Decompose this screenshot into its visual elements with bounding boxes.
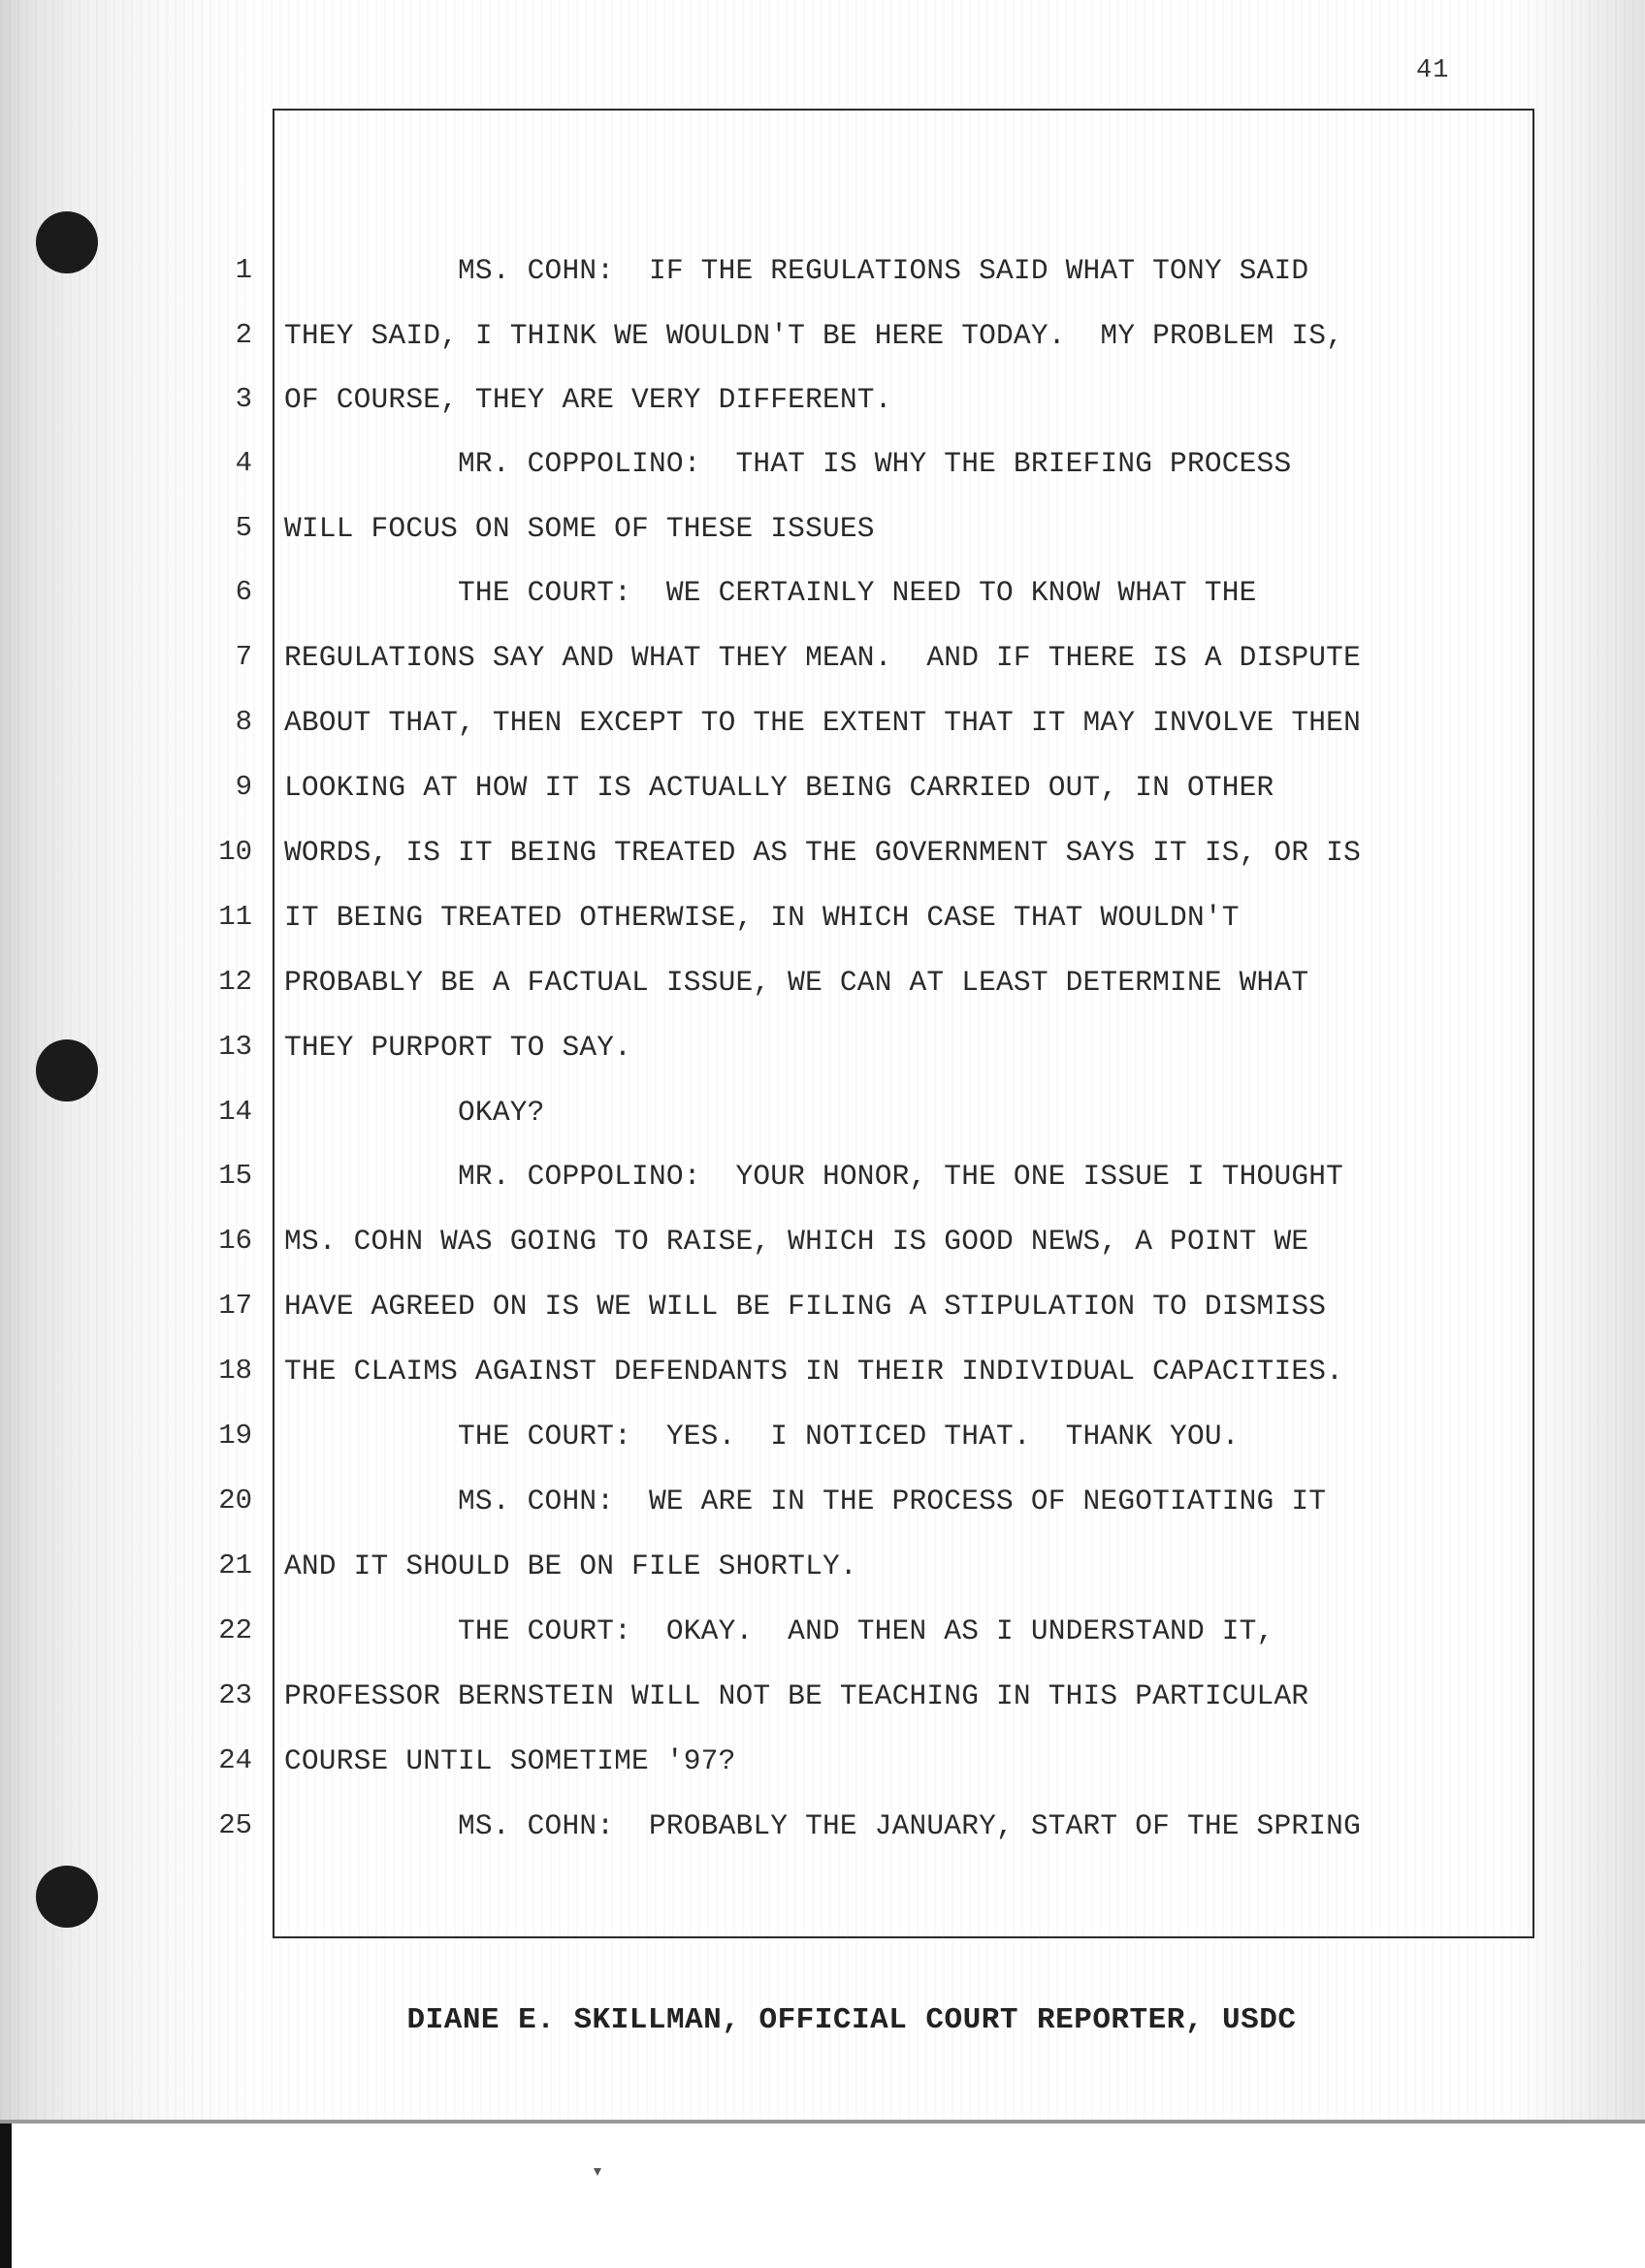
line-number: 12 [218,966,252,998]
transcript-line: THEY SAID, I THINK WE WOULDN'T BE HERE TODAY. MY PROBLEM IS, [284,319,1344,352]
transcript-line: MS. COHN: IF THE REGULATIONS SAID WHAT TONY SAID [284,254,1309,287]
line-number: 5 [235,512,252,544]
punch-hole-top [36,211,98,273]
line-number: 24 [218,1744,252,1776]
line-number: 10 [218,836,252,868]
line-number: 8 [235,706,252,738]
line-number: 4 [235,447,252,479]
line-number: 6 [235,576,252,608]
transcript-line: MR. COPPOLINO: YOUR HONOR, THE ONE ISSUE I THOUGHT [284,1160,1344,1193]
line-number: 9 [235,771,252,803]
transcript-line: THE COURT: YES. I NOTICED THAT. THANK YOU. [284,1420,1240,1453]
transcript-line: AND IT SHOULD BE ON FILE SHORTLY. [284,1549,857,1582]
transcript-line: MR. COPPOLINO: THAT IS WHY THE BRIEFING PROCESS [284,447,1292,480]
transcript-line: HAVE AGREED ON IS WE WILL BE FILING A STIPULATION TO DISMISS [284,1290,1327,1323]
line-number: 17 [218,1290,252,1322]
transcript-line: OF COURSE, THEY ARE VERY DIFFERENT. [284,383,892,416]
transcript-line: COURSE UNTIL SOMETIME '97? [284,1744,736,1777]
line-number: 22 [218,1614,252,1646]
transcript-line: THE CLAIMS AGAINST DEFENDANTS IN THEIR INDIVIDUAL CAPACITIES. [284,1355,1344,1388]
page-number: 41 [1416,56,1450,85]
line-number: 19 [218,1420,252,1452]
transcript-line: ABOUT THAT, THEN EXCEPT TO THE EXTENT THAT IT MAY INVOLVE THEN [284,706,1361,739]
scan-edge-shadow [0,2124,12,2268]
line-number: 2 [235,319,252,351]
transcript-line: OKAY? [284,1096,545,1129]
transcript-line: MS. COHN WAS GOING TO RAISE, WHICH IS GOOD NEWS, A POINT WE [284,1225,1309,1258]
line-number: 20 [218,1485,252,1517]
line-number: 25 [218,1809,252,1841]
transcript-line: WILL FOCUS ON SOME OF THESE ISSUES [284,512,875,545]
transcript-line: MS. COHN: PROBABLY THE JANUARY, START OF THE SPRING [284,1809,1361,1842]
scan-artifact-mark [594,2168,601,2176]
transcript-line: PROFESSOR BERNSTEIN WILL NOT BE TEACHING IN THIS PARTICULAR [284,1679,1309,1712]
punch-hole-bottom [36,1866,98,1928]
line-number: 16 [218,1225,252,1257]
punch-hole-middle [36,1039,98,1102]
line-number: 13 [218,1031,252,1063]
transcript-line: THE COURT: WE CERTAINLY NEED TO KNOW WHAT THE [284,576,1257,609]
transcript-line: MS. COHN: WE ARE IN THE PROCESS OF NEGOTIATING IT [284,1485,1327,1517]
court-reporter-footer: DIANE E. SKILLMAN, OFFICIAL COURT REPORTER, USDC [406,2003,1297,2037]
transcript-line: WORDS, IS IT BEING TREATED AS THE GOVERNMENT SAYS IT IS, OR IS [284,836,1361,869]
transcript-line: IT BEING TREATED OTHERWISE, IN WHICH CASE THAT WOULDN'T [284,901,1240,934]
line-number: 14 [218,1096,252,1128]
line-number: 23 [218,1679,252,1711]
line-number: 21 [218,1549,252,1581]
line-number: 18 [218,1355,252,1387]
page-bottom-edge [0,2120,1645,2124]
line-number: 11 [218,901,252,933]
transcript-line: LOOKING AT HOW IT IS ACTUALLY BEING CARRIED OUT, IN OTHER [284,771,1274,804]
transcript-line: PROBABLY BE A FACTUAL ISSUE, WE CAN AT LEAST DETERMINE WHAT [284,966,1309,999]
transcript-line: THE COURT: OKAY. AND THEN AS I UNDERSTAND IT, [284,1614,1274,1647]
transcript-line: REGULATIONS SAY AND WHAT THEY MEAN. AND IF THERE IS A DISPUTE [284,641,1361,674]
line-number: 3 [235,383,252,415]
line-number: 15 [218,1160,252,1192]
transcript-line: THEY PURPORT TO SAY. [284,1031,632,1064]
line-number: 7 [235,641,252,673]
line-number: 1 [235,254,252,286]
